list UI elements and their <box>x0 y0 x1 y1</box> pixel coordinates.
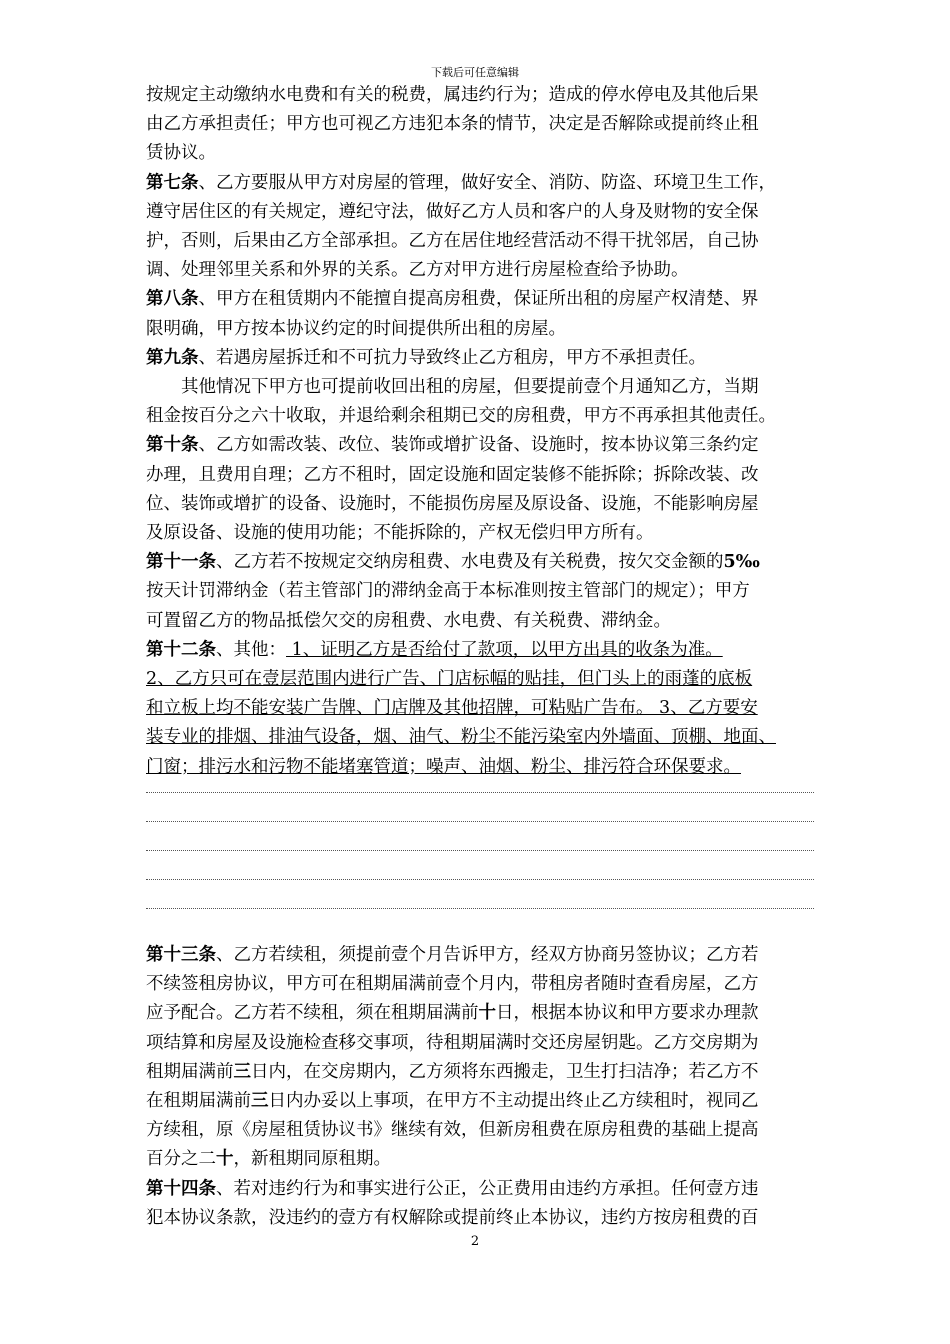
text-line <box>146 201 759 223</box>
text-segment: 、乙方若不按规定交纳房租费、水电费及有关税费，按欠交金额的 <box>216 552 724 573</box>
text-segment: 门窗；排污水和污物不能堵塞管道；噪声、油烟、粉尘、排污符合环保要求。 <box>146 756 741 777</box>
blank-line <box>146 879 814 880</box>
text-segment: 可置留乙方的物品抵偿欠交的房租费、水电费、有关税费、滞纳金。 <box>146 610 671 631</box>
clause-heading: 三 <box>251 1091 269 1111</box>
text-segment: 、若对违约行为和事实进行公正，公正费用由违约方承担。任何壹方违 <box>216 1178 759 1199</box>
text-segment: 赁协议。 <box>146 143 216 164</box>
clause-heading: 十 <box>216 1149 234 1170</box>
text-segment: 遵守居住区的有关规定，遵纪守法，做好乙方人员和客户的人身及财物的安全保 <box>146 201 759 222</box>
text-segment: 租金按百分之六十收取，并退给剩余租期已交的房租费，甲方不再承担其他责任。 <box>146 406 776 427</box>
text-line <box>146 1148 391 1170</box>
text-segment: 及原设备、设施的使用功能；不能拆除的，产权无偿归甲方所有。 <box>146 523 654 543</box>
text-segment: 按规定主动缴纳水电费和有关的税费，属违约行为；造成的停水停电及其他后果 <box>146 85 759 105</box>
text-line <box>146 1119 759 1141</box>
text-segment: 按天计罚滞纳金（若主管部门的滞纳金高于本标准则按主管部门的规定）；甲方 <box>146 581 750 602</box>
text-segment: 、其他： <box>216 639 286 660</box>
text-line <box>146 1207 759 1229</box>
text-segment: 、乙方如需改装、改位、装饰或增扩设备、设施时，按本协议第三条约定 <box>198 435 759 456</box>
text-segment: 日，根据本协议和甲方要求办理款 <box>496 1003 759 1024</box>
text-segment: 租期届满前 <box>146 1061 234 1082</box>
text-line <box>146 347 706 369</box>
text-segment: 护，否则，后果由乙方全部承担。乙方在居住地经营活动不得干扰邻居，自己协 <box>146 231 759 251</box>
text-segment: 调、处理邻里关系和外界的关系。乙方对甲方进行房屋检查给予协助。 <box>146 260 689 281</box>
text-line <box>146 756 741 778</box>
text-line <box>181 376 759 398</box>
text-line <box>146 84 759 106</box>
text-segment: 在租期届满前 <box>146 1091 251 1111</box>
text-line <box>146 288 759 310</box>
clause-heading: 第八条 <box>146 289 199 310</box>
text-line <box>146 697 758 719</box>
text-line <box>146 113 759 135</box>
text-line <box>146 580 750 602</box>
blank-line <box>146 792 814 793</box>
text-line <box>146 172 776 194</box>
text-line <box>146 142 216 164</box>
page-header-note: 下载后可任意编辑 <box>431 66 519 79</box>
text-segment: 应予配合。乙方若不续租，须在租期届满前 <box>146 1003 479 1024</box>
text-line <box>146 493 759 515</box>
text-line <box>146 944 759 966</box>
blank-line <box>146 908 814 909</box>
text-segment: 和立板上均不能安装广告牌、门店牌及其他招牌，可粘贴广告布。 3、乙方要安 <box>146 698 758 719</box>
text-segment: 位、装饰或增扩的设备、设施时，不能损伤房屋及原设备、设施，不能影响房屋 <box>146 493 759 514</box>
text-line <box>146 318 566 340</box>
text-segment: 、乙方若续租，须提前壹个月告诉甲方，经双方协商另签协议；乙方若 <box>216 945 759 965</box>
text-segment: 项结算和房屋及设施检查移交事项，待租期届满时交还房屋钥匙。乙方交房期为 <box>146 1032 759 1053</box>
text-segment: 、甲方在租赁期内不能擅自提高房租费，保证所出租的房屋产权清楚、界 <box>198 289 759 310</box>
text-line <box>146 522 654 544</box>
clause-heading: 5‰ <box>723 552 760 573</box>
text-segment: ，新租期同原租期。 <box>233 1149 391 1170</box>
text-segment: 办理，且费用自理；乙方不租时，固定设施和固定装修不能拆除；拆除改装、改 <box>146 464 759 485</box>
text-line <box>146 464 759 486</box>
clause-heading: 十 <box>478 1003 496 1024</box>
blank-line <box>146 821 814 822</box>
clause-heading: 第十三条 <box>146 945 216 965</box>
text-segment: 、若遇房屋拆迁和不可抗力导致终止乙方租房，甲方不承担责任。 <box>198 347 706 368</box>
text-line <box>146 726 776 748</box>
text-line <box>146 668 752 690</box>
text-line <box>146 1002 759 1024</box>
text-line <box>146 1090 759 1112</box>
text-segment: 其他情况下甲方也可提前收回出租的房屋，但要提前壹个月通知乙方，当期 <box>181 377 759 397</box>
text-line <box>146 1178 759 1200</box>
text-line <box>146 551 760 573</box>
clause-heading: 第十二条 <box>146 639 216 660</box>
text-segment: 不续签租房协议，甲方可在租期届满前壹个月内，带租房者随时查看房屋，乙方 <box>146 974 759 995</box>
page-number: 2 <box>470 1234 480 1249</box>
text-line <box>146 434 759 456</box>
clause-heading: 第十四条 <box>146 1178 216 1199</box>
text-segment: 百分之二 <box>146 1149 216 1170</box>
text-segment: 日内，在交房期内，乙方须将东西搬走，卫生打扫洁净；若乙方不 <box>251 1061 759 1082</box>
text-segment: 1、证明乙方是否给付了款项，以甲方出具的收条为准。 <box>286 639 723 660</box>
text-line <box>146 639 723 661</box>
text-segment: 方续租，原《房屋租赁协议书》继续有效，但新房租费在原房租费的基础上提高 <box>146 1120 759 1141</box>
blank-line <box>146 850 814 851</box>
clause-heading: 第十一条 <box>146 552 216 573</box>
text-segment: 限明确，甲方按本协议约定的时间提供所出租的房屋。 <box>146 318 566 339</box>
text-segment: 2、乙方只可在壹层范围内进行广告、门店标幅的贴挂，但门头上的雨蓬的底板 <box>146 669 753 689</box>
clause-heading: 第九条 <box>146 347 199 368</box>
clause-heading: 第七条 <box>146 172 199 193</box>
text-segment: 日内办妥以上事项，在甲方不主动提出终止乙方续租时，视同乙 <box>268 1091 759 1111</box>
text-segment: 装专业的排烟、排油气设备，烟、油气、粉尘不能污染室内外墙面、顶棚、地面、 <box>146 727 776 748</box>
clause-heading: 三 <box>233 1061 251 1082</box>
clause-heading: 第十条 <box>146 435 199 456</box>
text-segment: 犯本协议条款，没违约的壹方有权解除或提前终止本协议，违约方按房租费的百 <box>146 1207 759 1228</box>
text-line <box>146 230 759 252</box>
text-line <box>146 405 776 427</box>
text-segment: 、乙方要服从甲方对房屋的管理，做好安全、消防、防盗、环境卫生工作， <box>198 172 776 193</box>
text-line <box>146 259 689 281</box>
text-line <box>146 1061 759 1083</box>
text-line <box>146 973 759 995</box>
text-line <box>146 1032 759 1054</box>
text-segment: 由乙方承担责任；甲方也可视乙方违犯本条的情节，决定是否解除或提前终止租 <box>146 114 759 135</box>
text-line <box>146 610 671 632</box>
